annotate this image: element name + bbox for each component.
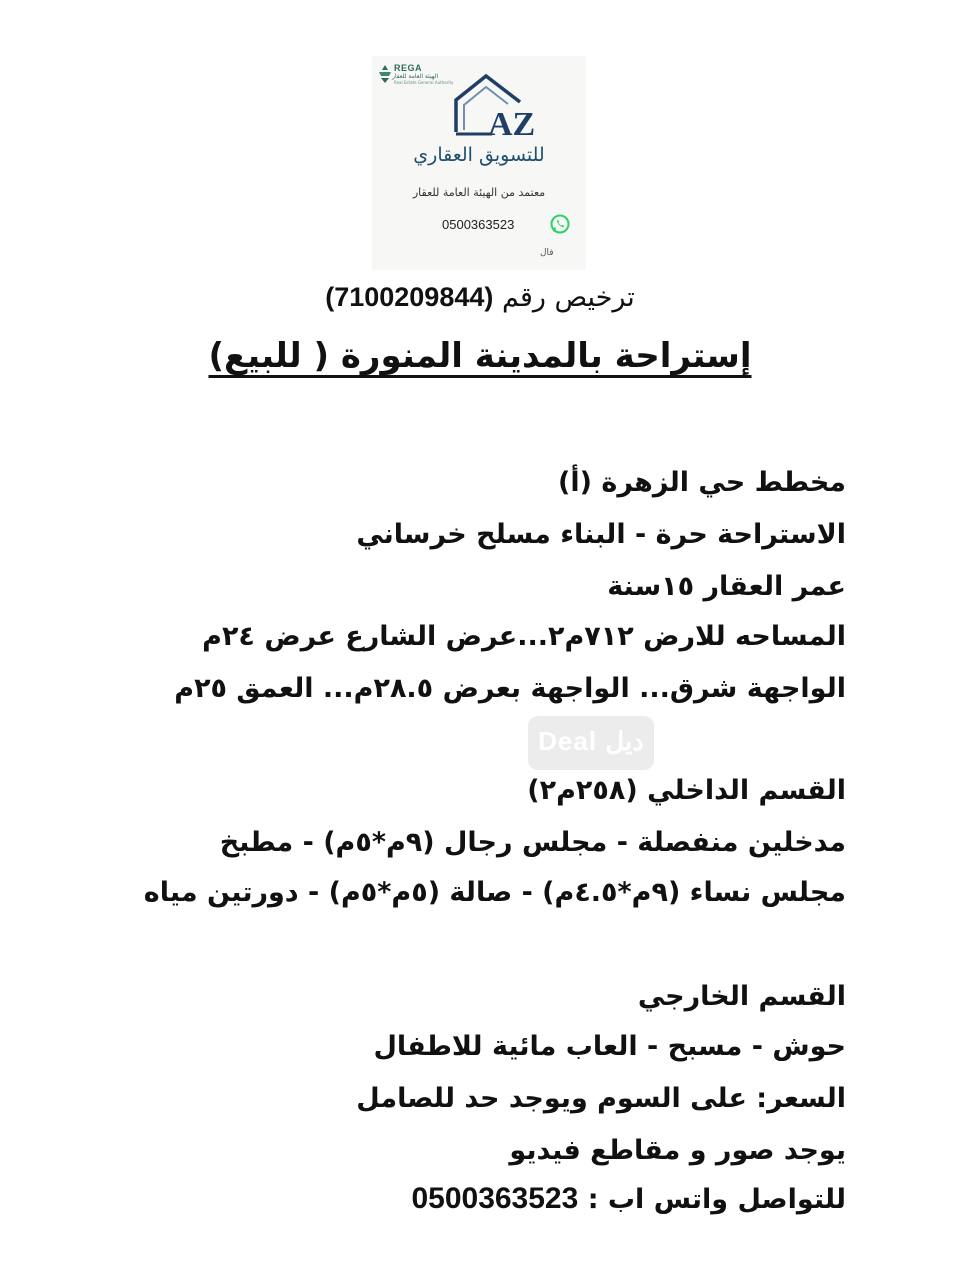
az-house-logo [446,72,556,144]
license-prefix: ترخيص رقم [501,282,635,313]
exterior-heading: القسم الخارجي [637,981,846,1012]
price-line: السعر: على السوم ويوجد حد للصامل [356,1083,846,1114]
deal-watermark [528,716,654,770]
interior-heading: القسم الداخلي (٢٥٨م٢) [527,775,846,806]
license-line [0,282,960,313]
contact-line [411,1182,846,1217]
license-number: (7100209844) [325,282,494,312]
brand-tagline: للتسويق العقاري [413,144,545,166]
whatsapp-icon [550,214,570,234]
interior-line-2: مجلس نساء (٩م*٤.٥م) - صالة (٥م*٥م) - دورتين مياه [143,877,846,908]
accreditation-text: معتمد من الهيئة العامة للعقار [412,186,546,199]
interior-line-1: مدخلين منفصلة - مجلس رجال (٩م*٥م) - مطبخ [219,827,846,858]
contact-label: للتواصل واتس اب : [587,1184,846,1215]
area-line: المساحه للارض ٧١٢م٢...عرض الشارع عرض ٢٤م [202,621,846,652]
fal-mark: فال [540,248,554,258]
page-title-text: إستراحة بالمدينة المنورة ( للبيع) [208,336,752,376]
contact-phone: 0500363523 [411,1182,579,1215]
exterior-line-1: حوش - مسبح - العاب مائية للاطفال [373,1031,846,1062]
type-line: الاستراحة حرة - البناء مسلح خرساني [356,519,846,550]
page-title [0,336,960,376]
age-line: عمر العقار ١٥سنة [607,571,846,602]
media-line: يوجد صور و مقاطع فيديو [509,1135,846,1166]
rega-name-en: REGA [394,63,423,73]
az-letters: AZ [488,106,536,143]
watermark-text: Deal ديل [538,726,644,756]
rega-name-ar: الهيئة العامة للعقار [392,73,439,80]
company-logo-card [372,56,586,270]
rega-subtitle: Real Estate General Authority [394,80,454,85]
frontage-line: الواجهة شرق... الواجهة بعرض ٢٨.٥م... العمق ٢٥م [174,673,846,704]
plan-line: مخطط حي الزهرة (أ) [558,467,846,498]
logo-phone-number: 0500363523 [442,217,515,232]
